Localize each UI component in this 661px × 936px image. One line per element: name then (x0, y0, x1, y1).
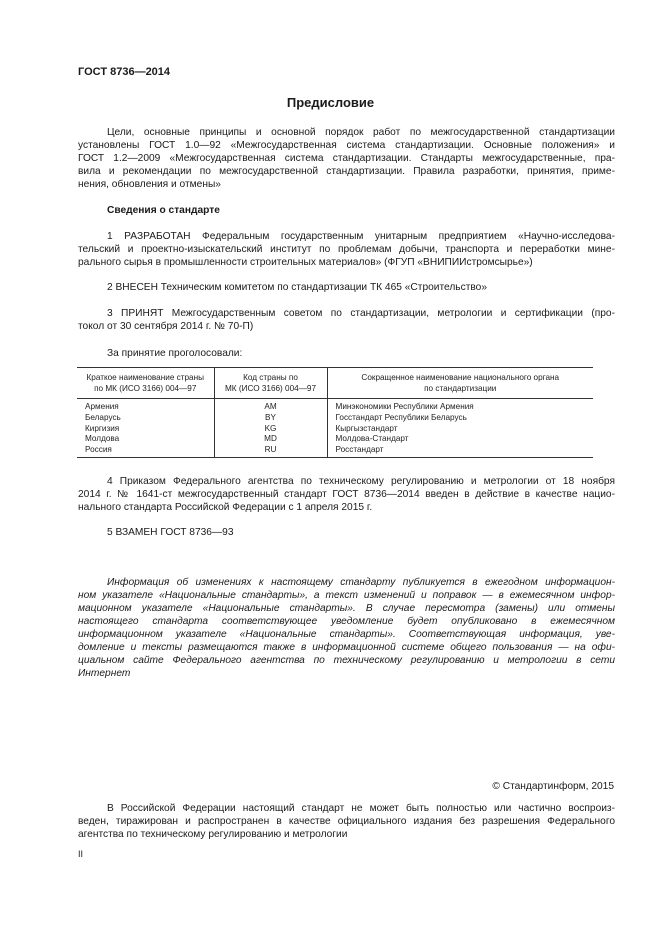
text-line: веден, тиражирован и распространен в качестве официального издания без разрешения Федерального (78, 816, 615, 827)
text-line: Цели, основные принципы и основной порядок работ по межгосударственной стандартизации (107, 127, 615, 138)
country-code: RU (214, 445, 327, 457)
country-name: Беларусь (85, 412, 121, 422)
text-line: установлены ГОСТ 1.0—92 «Межгосударственная система стандартизации. Основные положения» и (78, 140, 615, 151)
text-line: 4 Приказом Федерального агентства по техническому регулированию и метрологии от 18 ноября (107, 476, 615, 487)
table-row (77, 445, 593, 457)
text-line: вила и рекомендации по межгосударственной стандартизации. Правила разработки, принятия, приме- (78, 166, 615, 177)
text-line: Интернет (78, 668, 131, 679)
voting-countries-table (77, 367, 593, 458)
country-code: BY (214, 413, 327, 424)
text-line: нального стандарта Российской Федерации с 1 апреля 2015 г. (78, 502, 373, 513)
standards-body: Госстандарт Республики Беларусь (327, 413, 593, 424)
column-header: Код страны по МК (ИСО 3166) 004—97 (214, 368, 327, 399)
text-line: ГОСТ 1.2—2009 «Межгосударственная система стандартизации. Стандарты межгосударственные, пра- (78, 153, 615, 164)
text-line: мационном указателе «Национальные стандарты». В случае пересмотра (замены) или отмены (78, 603, 615, 614)
table-row (77, 413, 593, 424)
item-5-replaces: 5 ВЗАМЕН ГОСТ 8736—93 (107, 527, 234, 538)
column-header: Сокращенное наименование национального органа по стандартизации (327, 368, 593, 399)
text-line: 1 РАЗРАБОТАН Федеральным государственным унитарным предприятием «Научно-исследова- (107, 231, 615, 242)
table-row (77, 434, 593, 445)
text-line: 2014 г. № 1641-ст межгосударственный стандарт ГОСТ 8736—2014 введен в действие в качестве нацио- (78, 489, 615, 500)
country-code: KG (214, 424, 327, 435)
copyright-notice: © Стандартинформ, 2015 (492, 781, 614, 792)
country-code: MD (214, 434, 327, 445)
item-3-adopted-by (78, 307, 615, 333)
text-line: тельский и проектно-изыскательский институт по проблемам добычи, транспорта и переработки мине- (78, 244, 615, 255)
table-row (77, 399, 593, 413)
country-code: AM (214, 399, 327, 413)
country-name: Киргизия (85, 423, 120, 433)
text-line: Информация об изменениях к настоящему стандарту публикуется в ежегодном информацион- (107, 577, 615, 588)
country-name: Армения (85, 402, 119, 411)
item-2-introduced-by: 2 ВНЕСЕН Техническим комитетом по стандартизации ТК 465 «Строительство» (107, 282, 487, 293)
text-line: нения, обновления и отмены» (78, 179, 221, 190)
intro-paragraph (78, 126, 615, 191)
standards-body: Минэкономики Республики Армения (327, 399, 593, 413)
standards-body: Молдова-Стандарт (327, 434, 593, 445)
changes-notice (78, 576, 615, 680)
text-line: В Российской Федерации настоящий стандарт не может быть полностью или частично воспроиз- (107, 803, 615, 814)
text-line: ном указателе «Национальные стандарты», а текст изменений и поправок — в ежемесячном инфор- (78, 590, 615, 601)
standards-body: Кыргызстандарт (327, 424, 593, 435)
page-number: II (78, 849, 84, 859)
text-line: циальном сайте Федерального агентства по техническому регулированию и метрологии в сети (78, 655, 615, 666)
table-header-row (77, 368, 593, 399)
text-line: рального сырья в промышленности строительных материалов» (ФГУП «ВНИПИИстромсырье») (78, 257, 533, 268)
text-line: информационном указателе «Национальные стандарты». Соответствующая информация, уве- (78, 629, 615, 640)
text-line: настоящего стандарта соответствующее уведомление будет опубликовано в ежемесячном (78, 616, 615, 627)
text-line: 3 ПРИНЯТ Межгосударственным советом по стандартизации, метрологии и сертификации (про- (107, 308, 615, 319)
text-line: токол от 30 сентября 2014 г. № 70-П) (78, 321, 254, 332)
text-line: домление и тексты размещаются также в информационной системе общего пользования — на офи- (78, 642, 615, 653)
document-id-header: ГОСТ 8736—2014 (78, 66, 171, 78)
standard-info-heading: Сведения о стандарте (107, 205, 220, 216)
country-name: Молдова (85, 434, 120, 444)
table-row (77, 424, 593, 435)
page-title: Предисловие (286, 95, 375, 110)
vote-label: За принятие проголосовали: (107, 348, 243, 359)
text-line: агентства по техническому регулированию и метрологии (78, 829, 348, 840)
item-4-order (78, 475, 615, 514)
country-name: Россия (77, 445, 214, 457)
column-header: Краткое наименование страны по МК (ИСО 3166) 004—97 (77, 368, 214, 399)
reproduction-notice (78, 802, 615, 841)
standards-body: Росстандарт (327, 445, 593, 457)
item-1-developed-by (78, 230, 615, 269)
